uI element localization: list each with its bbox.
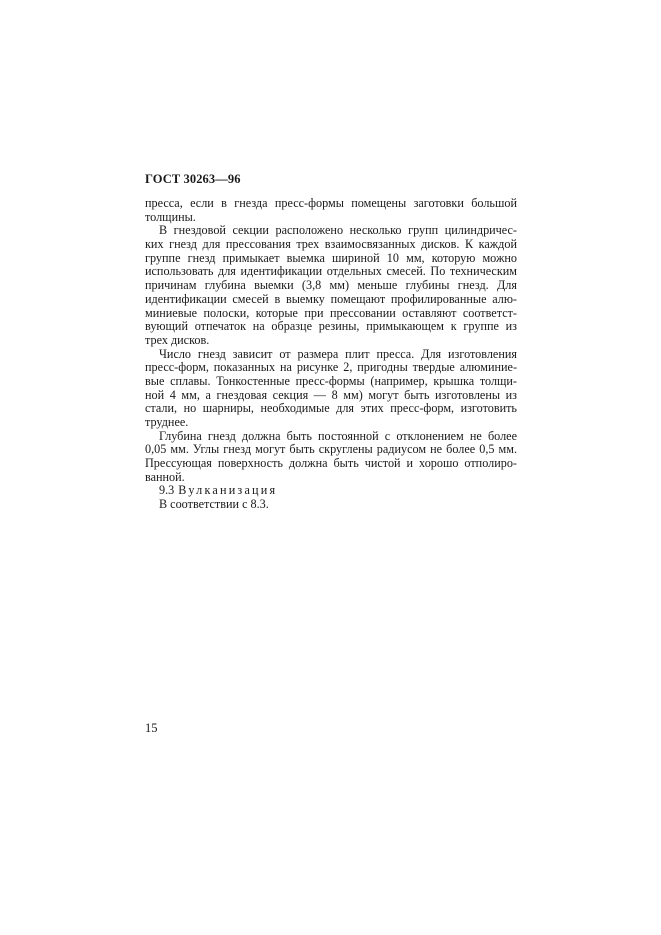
page-number: 15 (145, 721, 158, 735)
section-title: Вулканизация (178, 483, 278, 498)
document-body (145, 197, 517, 512)
text-line: ванной. (145, 469, 185, 484)
text-line: ной 4 мм, а гнездовая секция — 8 мм) могут быть изготовлены из (145, 387, 517, 402)
text-line: миниевые полоски, которые при прессовании оставляют соответст- (145, 305, 517, 320)
text-line: трех дисков. (145, 332, 210, 347)
text-line: труднее. (145, 415, 189, 429)
text-line: вующий отпечаток на образце резины, примыкающем к группе из (145, 319, 517, 334)
text-line: стали, но шарниры, необходимые для этих пресс-форм, изготовить (145, 401, 517, 416)
text-line: Число гнезд зависит от размера плит пресса. Для изготовления (159, 346, 517, 361)
text-line: В гнездовой секции расположено несколько групп цилиндричес- (159, 223, 517, 238)
text-line: использовать для идентификации отдельных смесей. По техническим (145, 264, 517, 279)
text-line: причинам глубина выемки (3,8 мм) меньше глубины гнезд. Для (145, 278, 517, 293)
section-number: 9.3 (159, 483, 175, 498)
section-heading (145, 484, 517, 498)
text-line: пресс-форм, показанных на рисунке 2, пригодны твердые алюминие- (145, 360, 517, 375)
section-text: В соответствии с 8.3. (159, 497, 269, 512)
text-line: толщины. (145, 209, 196, 224)
document-header: ГОСТ 30263—96 (145, 172, 241, 186)
text-line: 0,05 мм. Углы гнезд могут быть скруглены радиусом не более 0,5 мм. (145, 442, 517, 457)
text-line: пресса, если в гнезда пресс-формы помещены заготовки большой (145, 196, 517, 210)
text-line: Прессующая поверхность должна быть чистой и хорошо отполиро- (145, 456, 517, 471)
text-line: Глубина гнезд должна быть постоянной с отклонением не более (159, 428, 517, 443)
text-line: вые сплавы. Тонкостенные пресс-формы (например, крышка толщи- (145, 373, 517, 388)
text-line: идентификации смесей в выемку помещают профилированные алю- (145, 291, 517, 306)
text-line: ких гнезд для прессования трех взаимосвязанных дисков. К каждой (145, 237, 517, 252)
text-line: группе гнезд примыкает выемка шириной 10 мм, которую можно (145, 250, 517, 265)
